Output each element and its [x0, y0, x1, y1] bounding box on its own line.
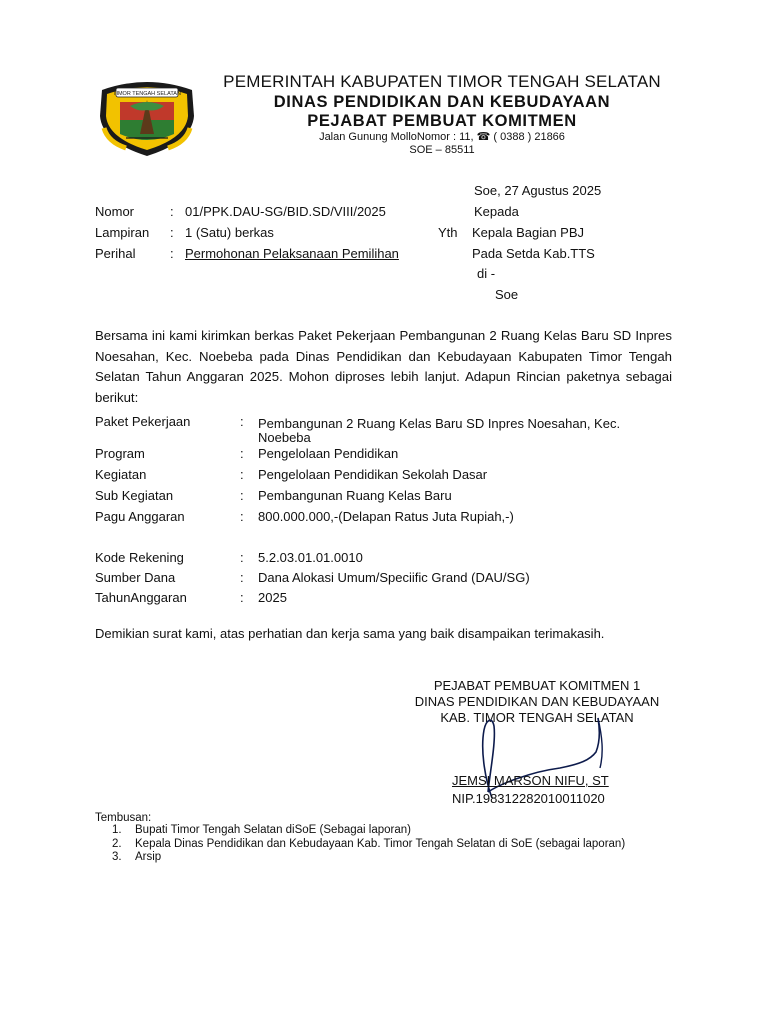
signer-title: PEJABAT PEMBUAT KOMITMEN 1: [433, 678, 641, 693]
detail-value-paket: Pembangunan 2 Ruang Kelas Baru SD Inpres Noesahan, Kec.: [258, 416, 621, 431]
lampiran-value: 1 (Satu) berkas: [185, 225, 274, 240]
detail-colon: :: [240, 488, 244, 503]
signer-regency: KAB. TIMOR TENGAH SELATAN: [440, 710, 634, 725]
closing-sentence: Demikian surat kami, atas perhatian dan kerja sama yang baik disampaikan terimakasih.: [95, 626, 605, 641]
recipient-city: Soe: [495, 287, 519, 302]
detail-colon: :: [240, 446, 244, 461]
detail-label-program: Program: [95, 446, 145, 461]
recipient-office: Pada Setda Kab.TTS: [472, 246, 595, 261]
perihal-value: Permohonan Pelaksanaan Pemilihan: [185, 246, 399, 261]
detail-value-pagu: 800.000.000,-(Delapan Ratus Juta Rupiah,-): [258, 509, 514, 524]
place-date: Soe, 27 Agustus 2025: [474, 183, 602, 198]
detail-label-paket: Paket Pekerjaan: [95, 414, 191, 429]
recipient-title: Kepala Bagian PBJ: [472, 225, 585, 240]
signer-name: JEMSI MARSON NIFU, ST: [452, 773, 609, 788]
detail-colon: :: [240, 570, 244, 585]
signer-nip: NIP.198312282010011020: [452, 791, 605, 806]
emblem-ribbon-text: TIMOR TENGAH SELATAN: [113, 91, 181, 97]
tembusan-list: [112, 824, 625, 865]
detail-value-tahun-anggaran: 2025: [258, 590, 287, 605]
detail-value-kegiatan: Pengelolaan Pendidikan Sekolah Dasar: [258, 467, 488, 482]
detail-label-sub-kegiatan: Sub Kegiatan: [95, 488, 174, 503]
detail-value-paket-cont: Noebeba: [258, 430, 311, 445]
signer-agency: DINAS PENDIDIKAN DAN KEBUDAYAAN: [414, 694, 660, 709]
perihal-colon: :: [170, 246, 174, 261]
handwritten-signature: [440, 712, 620, 802]
nomor-label: Nomor: [95, 204, 135, 219]
letterhead-agency-line: DINAS PENDIDIKAN DAN KEBUDAYAAN: [273, 93, 611, 111]
detail-value-program: Pengelolaan Pendidikan: [258, 446, 399, 461]
letterhead-postal-code: SOE – 85511: [409, 144, 475, 156]
detail-label-tahun-anggaran: TahunAnggaran: [95, 590, 187, 605]
detail-value-sumber-dana: Dana Alokasi Umum/Speciific Grand (DAU/SG): [258, 570, 530, 585]
nomor-colon: :: [170, 204, 174, 219]
lampiran-colon: :: [170, 225, 174, 240]
detail-label-kegiatan: Kegiatan: [95, 467, 147, 482]
kepada-text: Kepada: [474, 204, 519, 219]
detail-label-kode-rekening: Kode Rekening: [95, 550, 184, 565]
opening-paragraph: Bersama ini kami kirimkan berkas Paket Pekerjaan Pembangunan 2 Ruang Kelas Baru SD Inpres Noesahan, Kec. Noebeba pada Dinas Pendidikan dan Kebudayaan Kabupaten Timor Tengah Selatan Tahun Anggaran 2025. Mohon diproses lebih lanjut. Adapun Rincian paketnya sebagai berikut:: [95, 328, 672, 405]
lampiran-label: Lampiran: [95, 225, 150, 240]
detail-value-sub-kegiatan: Pembangunan Ruang Kelas Baru: [258, 488, 452, 503]
list-item: 2. Kepala Dinas Pendidikan dan Kebudayaan Kab. Timor Tengah Selatan di SoE (sebagai laporan): [112, 837, 626, 850]
perihal-label: Perihal: [95, 246, 136, 261]
yth-text: Yth: [438, 225, 458, 240]
detail-colon: :: [240, 509, 244, 524]
list-item: 1. Bupati Timor Tengah Selatan diSoE (Sebagai laporan): [112, 824, 411, 836]
nomor-value: 01/PPK.DAU-SG/BID.SD/VIII/2025: [185, 204, 386, 219]
tembusan-label: Tembusan:: [95, 812, 152, 824]
detail-label-pagu: Pagu Anggaran: [95, 509, 185, 524]
detail-colon: :: [240, 414, 244, 429]
letterhead-office-line: PEJABAT PEMBUAT KOMITMEN: [307, 112, 577, 130]
detail-colon: :: [240, 550, 244, 565]
letterhead-government-line: PEMERINTAH KABUPATEN TIMOR TENGAH SELATAN: [223, 72, 661, 91]
list-item: 3. Arsip: [112, 851, 162, 863]
detail-colon: :: [240, 467, 244, 482]
letterhead-address: Jalan Gunung MolloNomor : 11, ☎ ( 0388 ) 21866: [319, 131, 565, 143]
detail-colon: :: [240, 590, 244, 605]
di-text: di -: [477, 266, 496, 281]
detail-value-kode-rekening: 5.2.03.01.01.0010: [258, 550, 363, 565]
detail-label-sumber-dana: Sumber Dana: [95, 570, 176, 585]
